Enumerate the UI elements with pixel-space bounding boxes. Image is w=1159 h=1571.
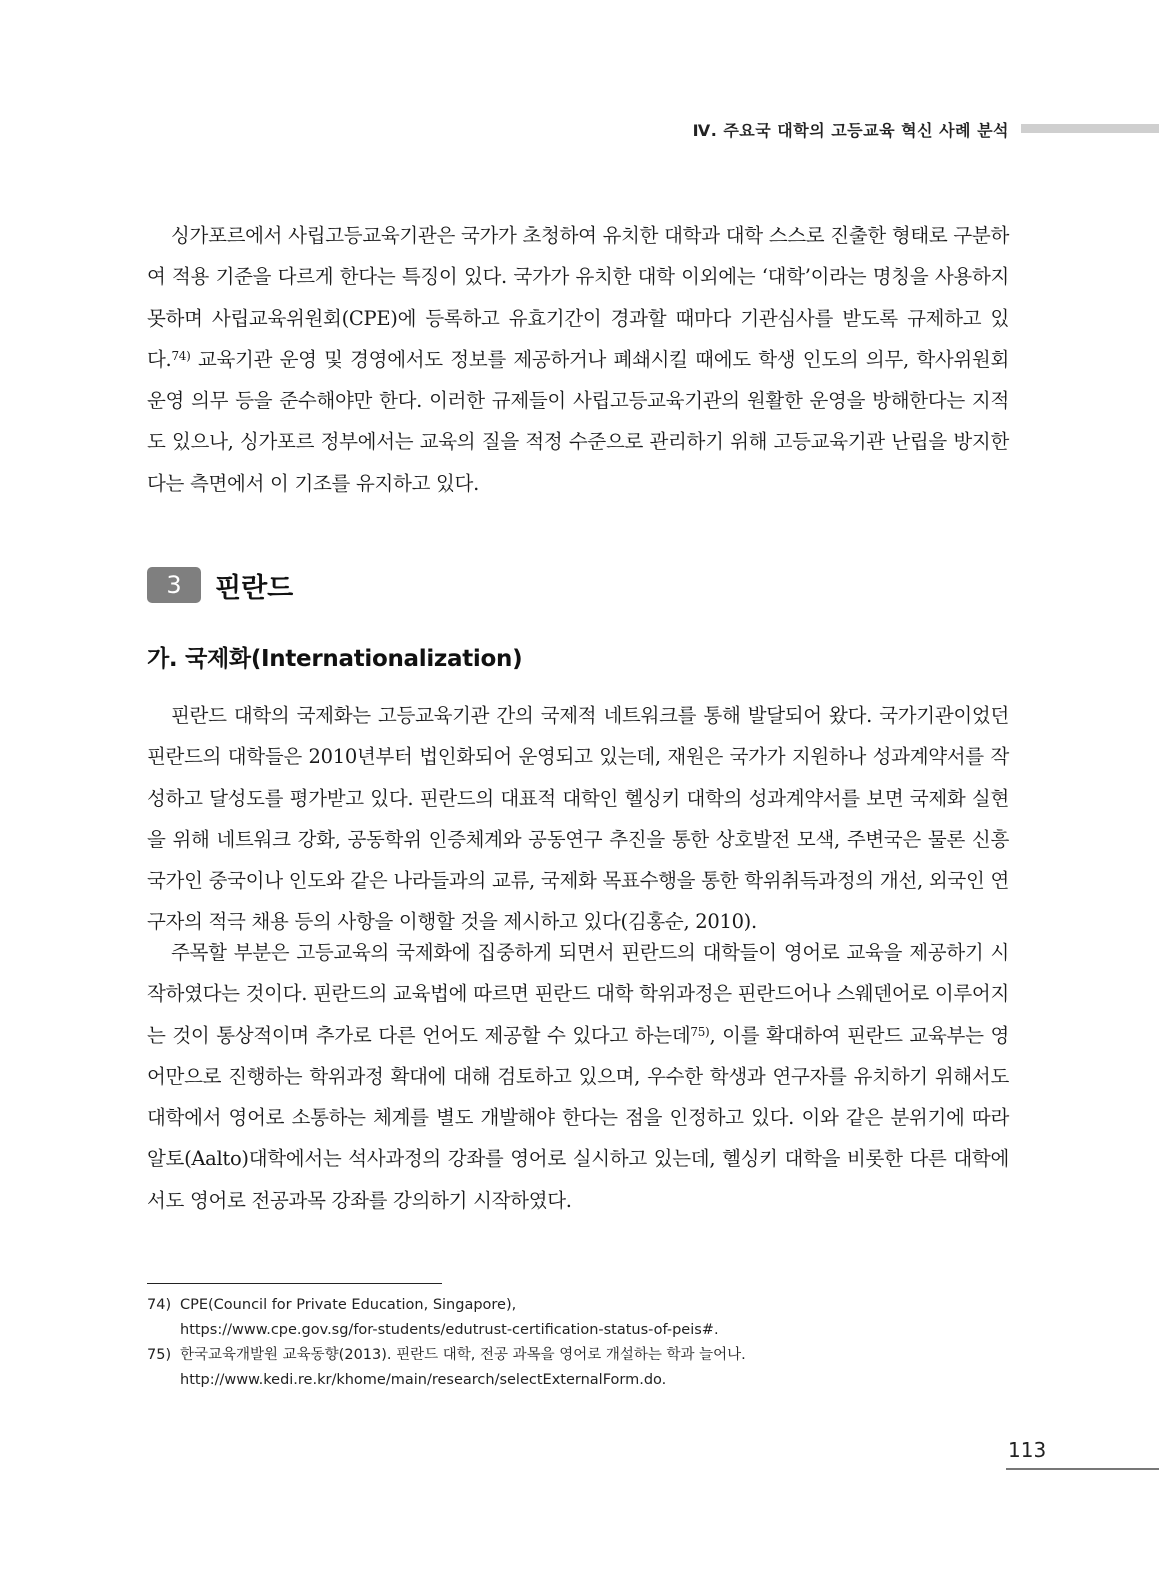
running-header: Ⅳ. 주요국 대학의 고등교육 혁신 사례 분석 (692, 121, 1009, 140)
footnote-number: 74) (147, 1297, 172, 1313)
section-title: 핀란드 (215, 572, 294, 604)
footnote-number: 75) (147, 1347, 172, 1363)
section-heading (147, 567, 293, 603)
footnote-ref-74[interactable]: 74) (171, 348, 191, 363)
subsection-title: 가. 국제화(Internationalization) (147, 646, 523, 672)
footnote-text: CPE(Council for Private Education, Singapore), (180, 1297, 517, 1313)
paragraph-text: 교육기관 운영 및 경영에서도 정보를 제공하거나 폐쇄시킬 때에도 학생 인도의 의무, 학사위원회 운영 의무 등을 준수해야만 한다. 이러한 규제들이 사립고등교육기관의 원활한 운영을 방해한다는 지적도 있으나, 싱가포르 정부에서는 교육의 질을 적정 수준으로 관리하기 위해 고등교육기관 난립을 방지한다는 측면에서 이 기조를 유지하고 있다. (147, 347, 1009, 495)
paragraph-text: 싱가포르에서 사립고등교육기관은 국가가 초청하여 유치한 대학과 대학 스스로 진출한 형태로 구분하여 적용 기준을 다르게 한다는 특징이 있다. 국가가 유치한 대학 이외에는 ‘대학’이라는 명칭을 사용하지 못하며 사립교육위원회(CPE)에 등록하고 유효기간이 경과할 때마다 기관심사를 받도록 규제하고 있다. (147, 224, 1009, 371)
footnote-75-link[interactable] (147, 1368, 1017, 1393)
footnote-ref-75[interactable]: 75) (690, 1024, 710, 1039)
footnote-75 (147, 1343, 1017, 1368)
body-paragraph-finland-networks: 핀란드 대학의 국제화는 고등교육기관 간의 국제적 네트워크를 통해 발달되어 왔다. 국가기관이었던 핀란드의 대학들은 2010년부터 법인화되어 운영되고 있는데, 재원은 국가가 지원하나 성과계약서를 작성하고 달성도를 평가받고 있다. 핀란드의 대표적 대학인 헬싱키 대학의 성과계약서를 보면 국제화 실현을 위해 네트워크 강화, 공동학위 인증체계와 공동연구 추진을 통한 상호발전 모색, 주변국은 물론 신흥국가인 중국이나 인도와 같은 나라들과의 교류, 국제화 목표수행을 통한 학위취득과정의 개선, 외국인 연구자의 적극 채용 등의 사항을 이행할 것을 제시하고 있다(김홍순, 2010). (147, 704, 1009, 934)
footnote-url[interactable]: https://www.cpe.gov.sg/for-students/edutrust-certification-status-of-peis#. (180, 1322, 719, 1338)
footnote-74-link[interactable] (147, 1318, 1017, 1343)
footnotes (147, 1293, 1017, 1393)
body-paragraph-singapore (147, 215, 1009, 504)
footnote-text: 한국교육개발원 교육동향(2013). 핀란드 대학, 전공 과목을 영어로 개설하는 학과 늘어나. (180, 1347, 746, 1363)
body-paragraph-finland-english (147, 932, 1009, 1221)
section-number-badge: 3 (147, 567, 201, 603)
header-decoration-bar (1021, 124, 1159, 133)
footnote-74 (147, 1293, 1017, 1318)
footnote-separator (147, 1283, 442, 1284)
footnote-url[interactable]: http://www.kedi.re.kr/khome/main/research/selectExternalForm.do. (180, 1372, 667, 1388)
paragraph-text: , 이를 확대하여 핀란드 교육부는 영어만으로 진행하는 학위과정 확대에 대해 검토하고 있으며, 우수한 학생과 연구자를 유치하기 위해서도 대학에서 영어로 소통하는 체계를 별도 개발해야 한다는 점을 인정하고 있다. 이와 같은 분위기에 따라 알토(Aalto)대학에서는 석사과정의 강좌를 영어로 실시하고 있는데, 헬싱키 대학을 비롯한 다른 대학에서도 영어로 전공과목 강좌를 강의하기 시작하였다. (147, 1023, 1009, 1212)
page-number: 113 (1008, 1438, 1047, 1462)
page-number-rule (1006, 1468, 1159, 1470)
paragraph-text: 주목할 부분은 고등교육의 국제화에 집중하게 되면서 핀란드의 대학들이 영어로 교육을 제공하기 시작하였다는 것이다. 핀란드의 교육법에 따르면 핀란드 대학 학위과정은 핀란드어나 스웨덴어로 이루어지는 것이 통상적이며 추가로 다른 언어도 제공할 수 있다고 하는데 (147, 941, 1009, 1047)
